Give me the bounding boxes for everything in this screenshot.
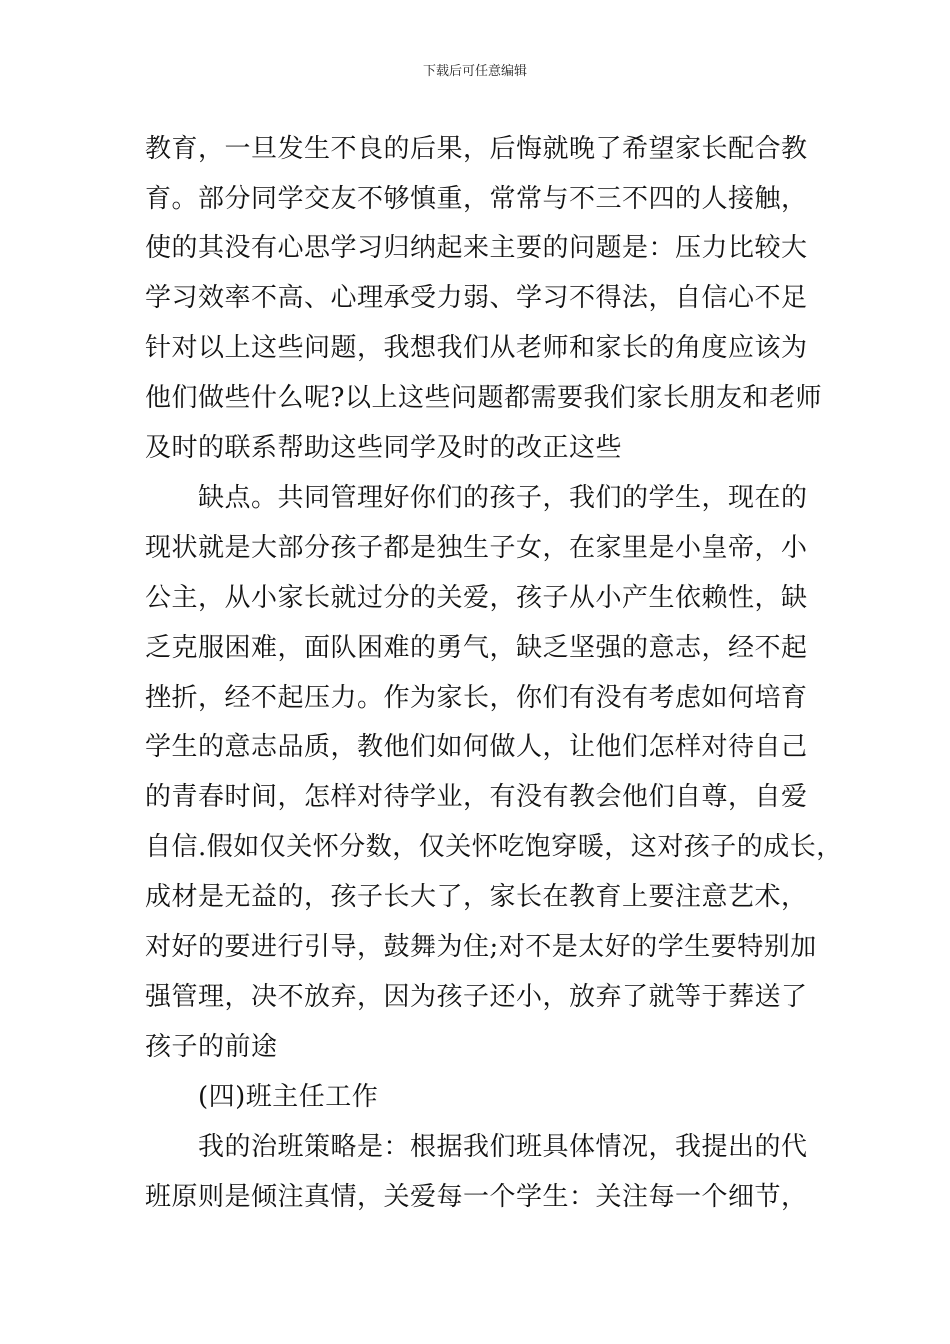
- text-line-10: 公主，从小家长就过分的关爱，孩子从小产生依赖性，缺: [145, 583, 808, 613]
- text-line-9: 现状就是大部分孩子都是独生子女，在家里是小皇帝，小: [145, 533, 808, 563]
- text-line-17: 对好的要进行引导，鼓舞为住;对不是太好的学生要特别加: [145, 932, 817, 962]
- text-line-15: 自信.假如仅关怀分数，仅关怀吃饱穿暖，这对孩子的成长，: [145, 832, 843, 862]
- text-line-14: 的青春时间，怎样对待学业，有没有教会他们自尊，自爱: [145, 782, 808, 812]
- text-line-21: 我的治班策略是：根据我们班具体情况，我提出的代: [198, 1132, 808, 1162]
- text-line-7: 及时的联系帮助这些同学及时的改正这些: [145, 433, 623, 463]
- text-line-12: 挫折，经不起压力。作为家长，你们有没有考虑如何培育: [145, 683, 808, 713]
- text-line-18: 强管理，决不放弃，因为孩子还小，放弃了就等于葬送了: [145, 982, 808, 1012]
- text-line-5: 针对以上这些问题，我想我们从老师和家长的角度应该为: [145, 333, 808, 363]
- text-line-13: 学生的意志品质，教他们如何做人，让他们怎样对待自己: [145, 732, 808, 762]
- text-line-16: 成材是无益的，孩子长大了，家长在教育上要注意艺术，: [145, 882, 808, 912]
- text-line-22: 班原则是倾注真情，关爱每一个学生：关注每一个细节，: [145, 1182, 808, 1212]
- section-heading: (四)班主任工作: [198, 1082, 379, 1112]
- text-line-2: 育。部分同学交友不够慎重，常常与不三不四的人接触，: [145, 184, 808, 214]
- text-line-3: 使的其没有心思学习归纳起来主要的问题是：压力比较大: [145, 233, 808, 263]
- text-line-6: 他们做些什么呢?以上这些问题都需要我们家长朋友和老师: [145, 383, 822, 413]
- text-line-1: 教育，一旦发生不良的后果，后悔就晚了希望家长配合教: [145, 134, 808, 164]
- page-header: 下载后可任意编辑: [422, 64, 527, 79]
- text-line-4: 学习效率不高、心理承受力弱、学习不得法，自信心不足: [145, 283, 808, 313]
- text-line-8: 缺点。共同管理好你们的孩子，我们的学生，现在的: [198, 483, 808, 513]
- text-line-19: 孩子的前途: [145, 1032, 278, 1062]
- text-line-11: 乏克服困难，面队困难的勇气，缺乏坚强的意志，经不起: [145, 633, 808, 663]
